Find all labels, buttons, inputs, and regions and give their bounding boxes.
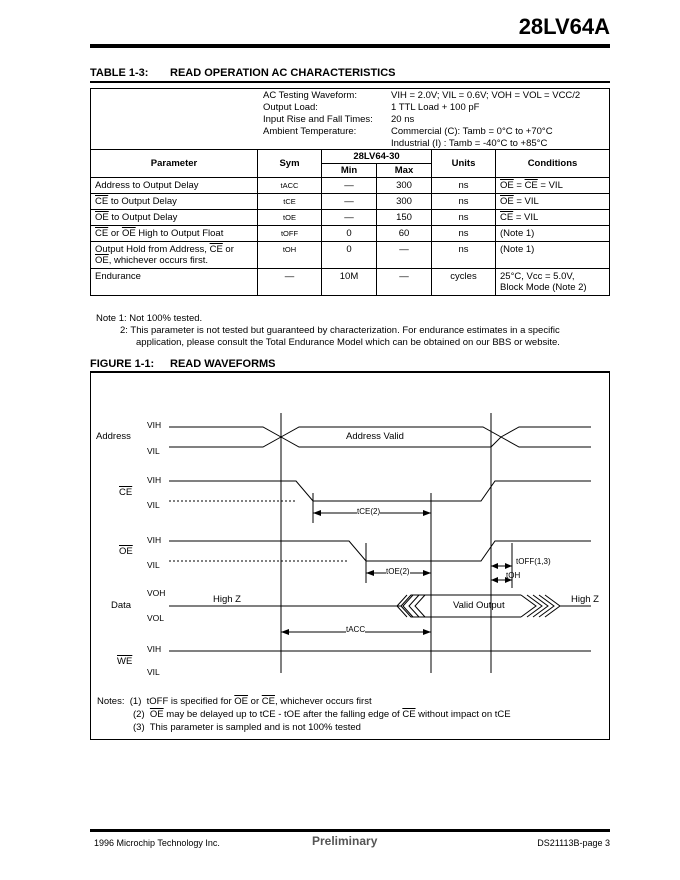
param-cell <box>91 178 258 194</box>
figure-caption-title: READ WAVEFORMS <box>170 358 276 370</box>
col-max: Max <box>377 164 432 178</box>
cond-text: = VIL <box>513 212 539 223</box>
cond-signal: $\overline{CE}$ <box>524 180 538 191</box>
condition-label: AC Testing Waveform: <box>263 90 357 101</box>
table-caption-title: READ OPERATION AC CHARACTERISTICS <box>170 67 396 79</box>
sym-text: tOH <box>282 245 297 254</box>
param-signal: $\overline{OE}$ <box>121 228 136 239</box>
cond-text: = VIL <box>537 180 563 191</box>
level-vih: VIH <box>147 475 162 485</box>
signal-oe: $\overline{OE}$ <box>119 546 133 557</box>
param-cell <box>91 194 258 210</box>
table-caption-label: TABLE 1-3: <box>90 67 149 79</box>
note-text: without impact on tCE <box>415 709 511 720</box>
cond-signal: $\overline{CE}$ <box>500 212 514 223</box>
param-text: , whichever occurs first. <box>108 255 208 266</box>
sym-cell <box>258 226 322 242</box>
level-vol: VOL <box>147 613 165 623</box>
sym-cell: — <box>258 269 322 296</box>
level-vil: VIL <box>147 500 160 510</box>
arrowhead <box>491 563 498 569</box>
sym-text: tACC <box>280 181 299 190</box>
cond-cell: (Note 1) <box>496 226 610 242</box>
param-signal: $\overline{OE}$ <box>95 212 109 223</box>
cond-cell <box>496 210 610 226</box>
cond-cell <box>496 269 610 296</box>
param-signal: $\overline{CE}$ <box>95 196 109 207</box>
table-header-row <box>91 150 610 164</box>
address-valid-label: Address Valid <box>346 431 404 442</box>
level-vih: VIH <box>147 420 162 430</box>
toff-label: tOFF(1,3) <box>516 557 551 566</box>
high-z-left-label: High Z <box>213 594 241 605</box>
col-units: Units <box>432 150 496 178</box>
cond-text: 25°C, Vcc = 5.0V, <box>500 271 575 282</box>
arrowhead <box>366 570 374 576</box>
table-note: 2: This parameter is not tested but guaranteed by characterization. For endurance estimates in a specific <box>120 325 560 336</box>
sym-cell <box>258 194 322 210</box>
arrowhead <box>423 629 431 635</box>
note-text: , whichever occurs first <box>274 696 372 707</box>
table-note: Note 1: Not 100% tested. <box>96 313 203 324</box>
param-text: to Output Delay <box>108 196 177 207</box>
col-parameter: Parameter <box>91 150 258 178</box>
footer-rule <box>90 829 610 832</box>
figure-caption <box>90 358 276 370</box>
cond-text: = VIL <box>513 196 539 207</box>
address-wave-return <box>491 427 591 447</box>
param-text: Address to Output Delay <box>95 180 199 191</box>
cond-text: = <box>513 180 525 191</box>
units-cell: ns <box>432 210 496 226</box>
table-row <box>91 178 610 194</box>
sym-cell <box>258 210 322 226</box>
condition-value: 1 TTL Load + 100 pF <box>391 102 480 113</box>
condition-label: Input Rise and Fall Times: <box>263 114 373 125</box>
table-row <box>91 269 610 296</box>
data-transition-right <box>521 595 560 617</box>
level-vil: VIL <box>147 446 160 456</box>
ce-wave <box>169 481 591 501</box>
level-vih: VIH <box>147 644 162 654</box>
param-text: Output Hold from Address, <box>95 244 210 255</box>
sym-text: tOE <box>283 213 296 222</box>
col-sym: Sym <box>258 150 322 178</box>
min-cell: — <box>322 178 377 194</box>
toe-label: tOE(2) <box>386 567 410 576</box>
max-cell: 150 <box>377 210 432 226</box>
table-caption <box>90 67 396 79</box>
high-z-right-label: High Z <box>571 594 599 605</box>
arrowhead <box>505 563 512 569</box>
condition-value: Commercial (C): Tamb = 0°C to +70°C <box>391 126 553 137</box>
header-rule <box>90 44 610 48</box>
tacc-label: tACC <box>346 625 366 634</box>
note-text: This parameter is sampled and is not 100% tested <box>149 722 361 733</box>
table-note: application, please consult the Total Endurance Model which can be obtained on our BBS or website. <box>136 337 560 348</box>
figure-note <box>97 721 511 734</box>
cond-cell <box>496 178 610 194</box>
param-text: or <box>222 244 234 255</box>
arrowhead <box>281 629 289 635</box>
arrowhead <box>491 577 498 583</box>
units-cell: ns <box>432 226 496 242</box>
ac-characteristics-table <box>90 88 610 296</box>
max-cell: 300 <box>377 178 432 194</box>
valid-output-label: Valid Output <box>453 600 505 611</box>
condition-value: VIH = 2.0V; VIL = 0.6V; VOH = VOL = VCC/2 <box>391 90 581 101</box>
cond-cell <box>496 194 610 210</box>
col-conditions: Conditions <box>496 150 610 178</box>
note-signal: $\overline{CE}$ <box>402 709 416 720</box>
min-cell: 0 <box>322 226 377 242</box>
condition-value: 20 ns <box>391 114 415 125</box>
condition-label: Output Load: <box>263 102 318 113</box>
figure-note <box>97 695 511 708</box>
arrowhead <box>423 570 431 576</box>
table-notes <box>96 313 606 349</box>
arrowhead <box>313 510 321 516</box>
param-signal: $\overline{CE}$ <box>95 228 109 239</box>
part-number-title: 28LV64A <box>518 14 610 39</box>
param-text: to Output Delay <box>108 212 178 223</box>
cond-text: Block Mode (Note 2) <box>500 282 587 293</box>
tce-label: tCE(2) <box>357 507 381 516</box>
min-cell: 10M <box>322 269 377 296</box>
col-group: 28LV64-30 <box>322 150 432 164</box>
sym-cell <box>258 242 322 269</box>
param-signal: $\overline{OE}$ <box>95 255 109 266</box>
min-cell: — <box>322 210 377 226</box>
note-text: tOFF is specified for <box>146 696 235 707</box>
figure-note <box>97 708 511 721</box>
max-cell: — <box>377 269 432 296</box>
signal-ce: $\overline{CE}$ <box>119 487 133 498</box>
waveform-diagram <box>91 373 609 739</box>
max-cell: 60 <box>377 226 432 242</box>
level-vih: VIH <box>147 535 162 545</box>
figure-notes <box>97 695 511 734</box>
param-cell <box>91 226 258 242</box>
param-text: or <box>108 228 122 239</box>
max-cell: — <box>377 242 432 269</box>
note-signal: $\overline{OE}$ <box>234 696 249 707</box>
toh-label: tOH <box>506 571 521 580</box>
test-conditions <box>91 89 610 150</box>
param-cell <box>91 210 258 226</box>
level-vil: VIL <box>147 560 160 570</box>
param-cell <box>91 242 258 269</box>
note-text: or <box>248 696 262 707</box>
level-voh: VOH <box>147 588 166 598</box>
note-signal: $\overline{OE}$ <box>149 709 164 720</box>
signal-data: Data <box>111 600 132 611</box>
sym-text: tOFF <box>280 229 299 238</box>
min-cell: — <box>322 194 377 210</box>
note-number: (2) <box>133 709 145 720</box>
units-cell: ns <box>432 194 496 210</box>
address-wave-high <box>169 427 491 447</box>
table-row <box>91 242 610 269</box>
sym-text: tCE <box>283 197 296 206</box>
param-cell: Endurance <box>91 269 258 296</box>
max-cell: 300 <box>377 194 432 210</box>
note-text: may be delayed up to tCE - tOE after the falling edge of <box>163 709 403 720</box>
level-vil: VIL <box>147 667 160 677</box>
footer-status: Preliminary <box>312 834 378 848</box>
units-cell: cycles <box>432 269 496 296</box>
param-signal: $\overline{CE}$ <box>209 244 223 255</box>
note-number: (3) <box>133 722 145 733</box>
table-row <box>91 210 610 226</box>
cond-signal: $\overline{OE}$ <box>500 180 514 191</box>
table-row <box>91 226 610 242</box>
table-row <box>91 194 610 210</box>
signal-address: Address <box>96 431 131 442</box>
figure-caption-label: FIGURE 1-1: <box>90 358 155 370</box>
note-signal: $\overline{CE}$ <box>261 696 275 707</box>
sym-cell <box>258 178 322 194</box>
units-cell: ns <box>432 242 496 269</box>
param-text: High to Output Float <box>135 228 224 239</box>
footer-copyright: 1996 Microchip Technology Inc. <box>94 838 220 848</box>
condition-label: Ambient Temperature: <box>263 126 357 137</box>
note-number: (1) <box>129 696 142 707</box>
table-caption-rule <box>90 81 610 83</box>
cond-signal: $\overline{OE}$ <box>500 196 514 207</box>
read-waveforms-figure <box>90 372 610 740</box>
col-min: Min <box>322 164 377 178</box>
footer-page: DS21113B-page 3 <box>537 838 610 848</box>
figure-notes-lead: Notes: <box>97 696 125 707</box>
signal-we: $\overline{WE}$ <box>117 656 133 667</box>
condition-value: Industrial (I) : Tamb = -40°C to +85°C <box>391 138 548 149</box>
arrowhead <box>423 510 431 516</box>
min-cell: 0 <box>322 242 377 269</box>
cond-cell: (Note 1) <box>496 242 610 269</box>
units-cell: ns <box>432 178 496 194</box>
